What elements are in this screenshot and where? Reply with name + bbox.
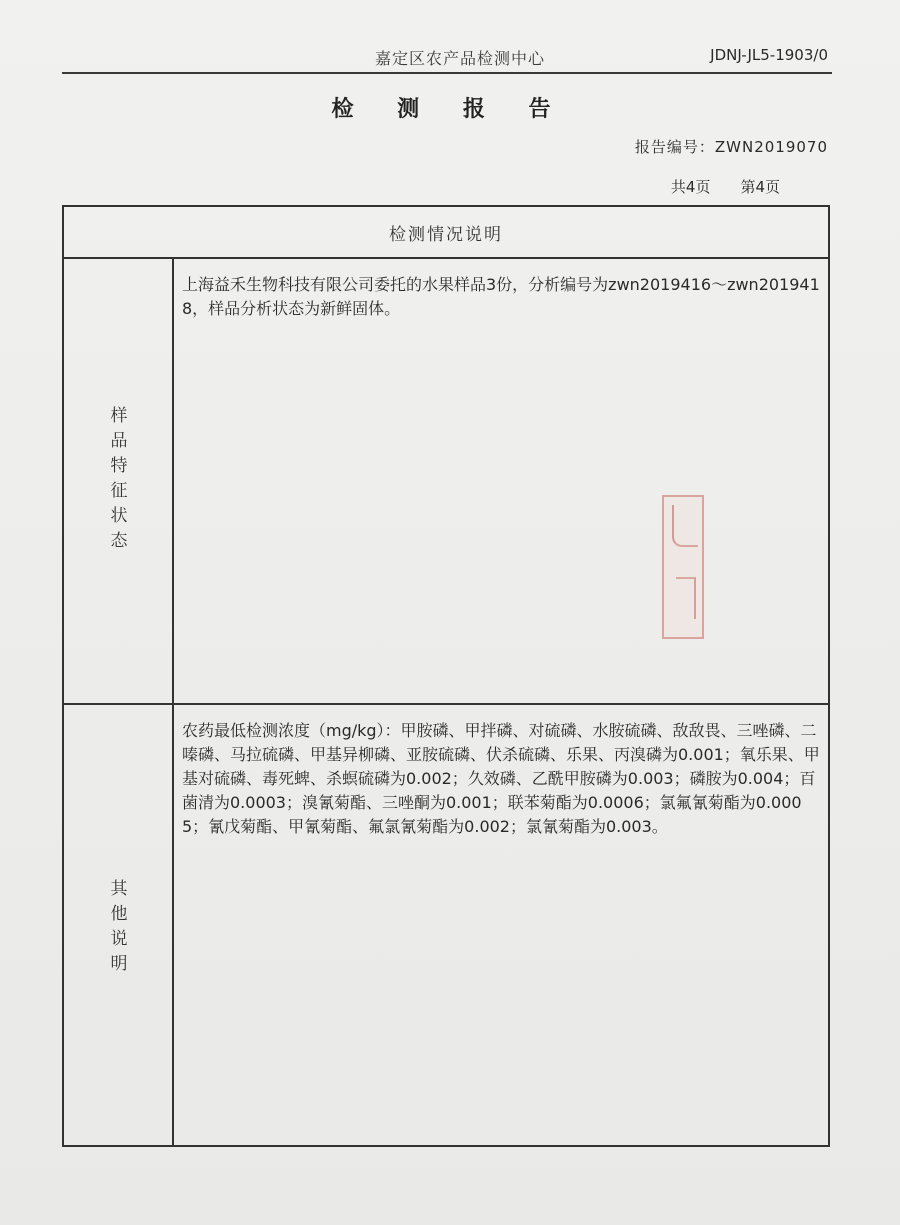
- header-org: 嘉定区农产品检测中心: [374, 49, 545, 68]
- header-divider: [62, 72, 832, 74]
- other-notes-text: 农药最低检测浓度（mg/kg）：甲胺磷、甲拌磷、对硫磷、水胺硫磷、敌敌畏、三唑磷、二嗪磷、马拉硫磷、甲基异柳磷、亚胺硫磷、伏杀硫磷、乐果、丙溴磷为0.001；氧乐果、甲基对硫磷、毒死蜱、杀螟硫磷为0.002；久效磷、乙酰甲胺磷为0.003；磷胺为0.004；百菌清为0.0003；溴氰菊酯、三唑酮为0.001；联苯菊酯为0.0006；氯氟氰菊酯为0.0005；氰戊菊酯、甲氰菊酯、氟氯氰菊酯为0.002；氯氰菊酯为0.003。: [182, 721, 820, 836]
- sample-status-text: 上海益禾生物科技有限公司委托的水果样品3份，分析编号为zwn2019416～zwn2019418，样品分析状态为新鲜固体。: [182, 275, 820, 318]
- seal-mark: [672, 505, 698, 547]
- row-label-sample-status: 样 品 特 征 状 态: [110, 406, 128, 551]
- report-number: 报告编号：ZWN2019070: [634, 138, 828, 156]
- page-total: 共4页: [670, 178, 711, 196]
- seal-stamp: [662, 495, 704, 639]
- page-current: 第4页: [740, 178, 780, 196]
- seal-mark: [676, 577, 696, 619]
- table-heading: 检测情况说明: [64, 207, 828, 259]
- table-row-other-notes: [64, 705, 828, 1145]
- table-row-sample-status: [64, 259, 828, 705]
- row-label-other-notes: 其 他 说 明: [110, 879, 128, 974]
- row-label-cell: [64, 705, 174, 1145]
- header-doc-code: JDNJ-JL5-1903/0: [710, 46, 828, 64]
- report-title: 检 测 报 告: [331, 97, 569, 122]
- detection-table: [62, 205, 830, 1147]
- row-label-cell: [64, 259, 174, 703]
- page-count: [671, 176, 780, 197]
